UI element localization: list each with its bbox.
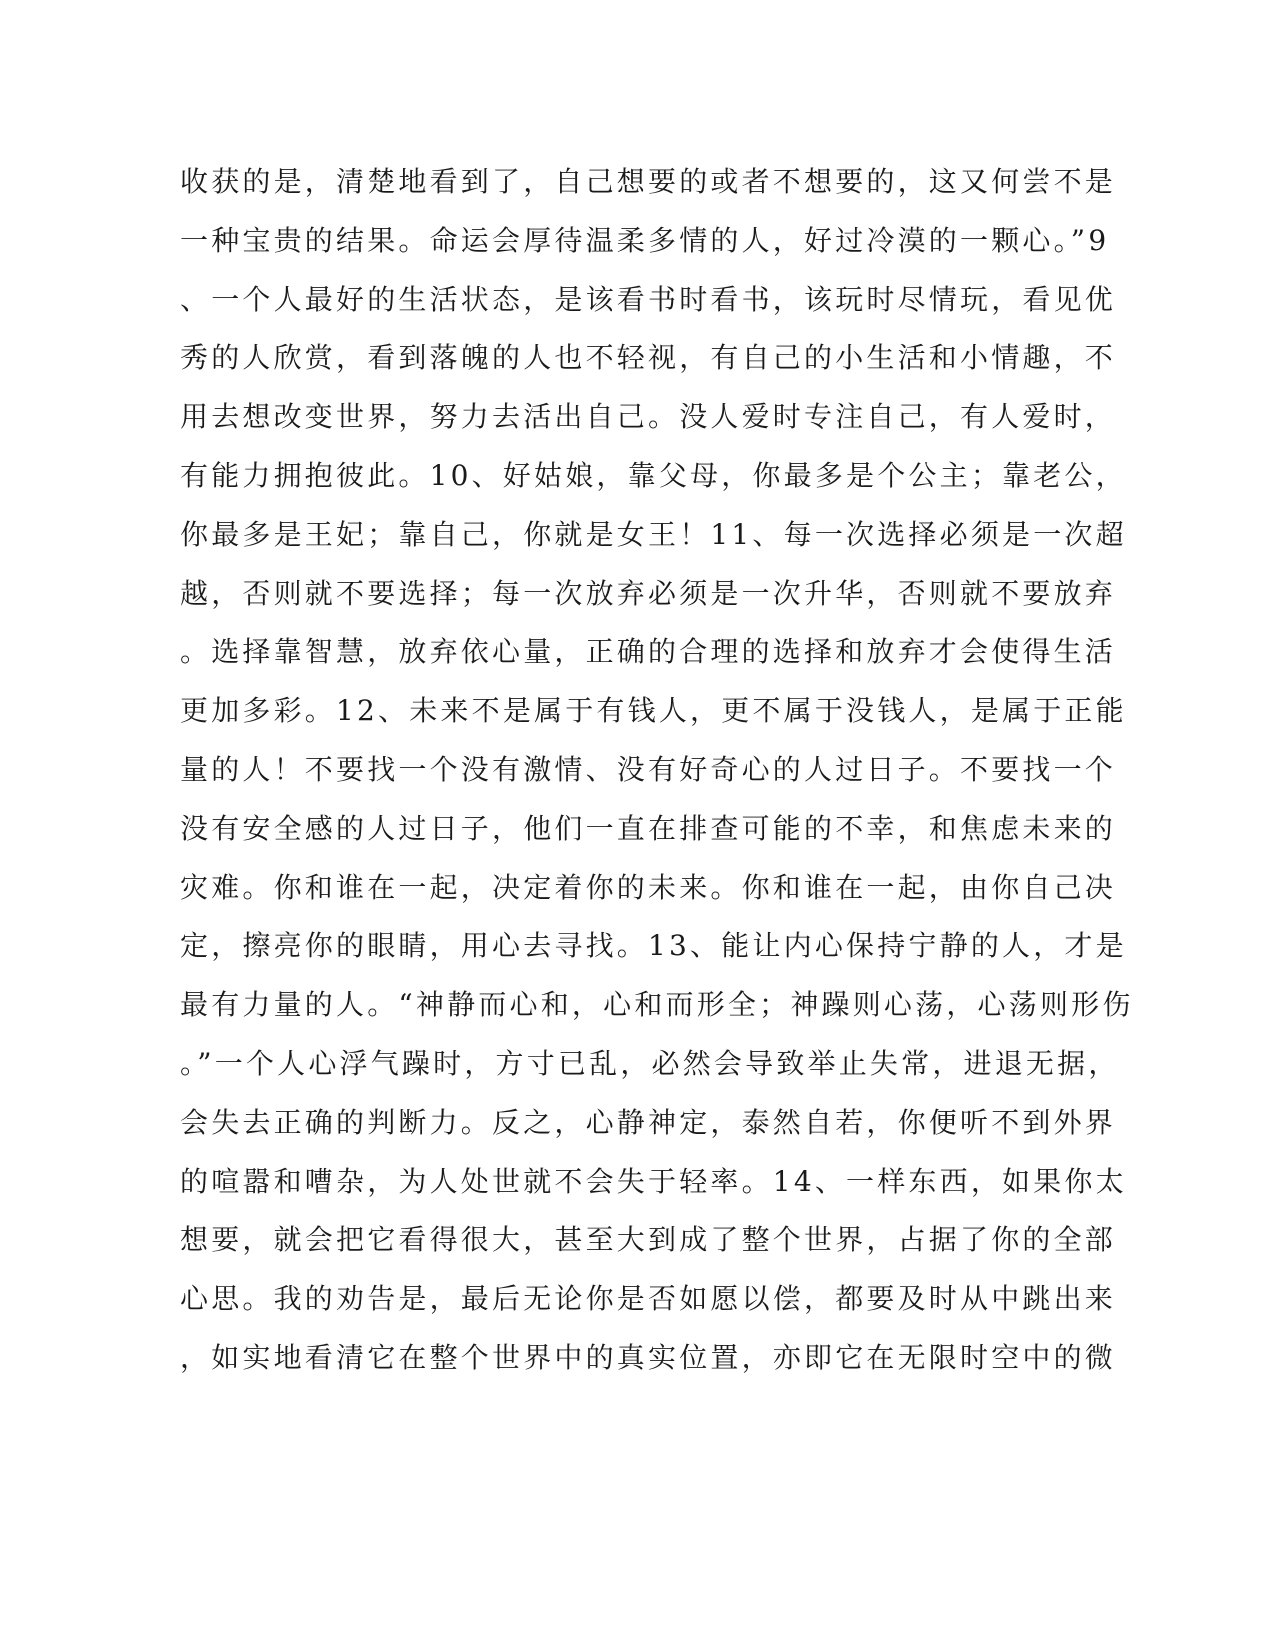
text-line: 最有力量的人。“神静而心和，心和而形全；神躁则心荡，心荡则形伤 <box>180 988 1134 1022</box>
text-line: 用去想改变世界，努力去活出自己。没人爱时专注自己，有人爱时， <box>180 400 1117 434</box>
body-text <box>180 156 1134 1391</box>
text-line: 心思。我的劝告是，最后无论你是否如愿以偿，都要及时从中跳出来 <box>180 1282 1117 1316</box>
text-line: 更加多彩。12、未来不是属于有钱人，更不属于没钱人，是属于正能 <box>180 694 1127 728</box>
text-line: 一种宝贵的结果。命运会厚待温柔多情的人，好过冷漠的一颗心。”9 <box>180 223 1110 257</box>
text-line: 想要，就会把它看得很大，甚至大到成了整个世界，占据了你的全部 <box>180 1223 1117 1257</box>
text-line: 量的人！不要找一个没有激情、没有好奇心的人过日子。不要找一个 <box>180 752 1117 786</box>
text-line: 秀的人欣赏，看到落魄的人也不轻视，有自己的小生活和小情趣，不 <box>180 341 1117 375</box>
text-line: 你最多是王妃；靠自己，你就是女王！11、每一次选择必须是一次超 <box>180 517 1127 551</box>
text-line: 、一个人最好的生活状态，是该看书时看书，该玩时尽情玩，看见优 <box>180 282 1117 316</box>
text-line: 没有安全感的人过日子，他们一直在排查可能的不幸，和焦虑未来的 <box>180 811 1117 845</box>
text-line: 定，擦亮你的眼睛，用心去寻找。13、能让内心保持宁静的人，才是 <box>180 929 1127 963</box>
text-line: 有能力拥抱彼此。10、好姑娘，靠父母，你最多是个公主；靠老公， <box>180 458 1127 492</box>
text-line: 。选择靠智慧，放弃依心量，正确的合理的选择和放弃才会使得生活 <box>180 635 1117 669</box>
text-line: 会失去正确的判断力。反之，心静神定，泰然自若，你便听不到外界 <box>180 1105 1117 1139</box>
text-line: 收获的是，清楚地看到了，自己想要的或者不想要的，这又何尝不是 <box>180 165 1117 198</box>
text-line: 越，否则就不要选择；每一次放弃必须是一次升华，否则就不要放弃 <box>180 576 1117 610</box>
text-line: 的喧嚣和嘈杂，为人处世就不会失于轻率。14、一样东西，如果你太 <box>180 1164 1127 1198</box>
text-line: 灾难。你和谁在一起，决定着你的未来。你和谁在一起，由你自己决 <box>180 870 1117 904</box>
text-line: 。”一个人心浮气躁时，方寸已乱，必然会导致举止失常，进退无据， <box>180 1046 1120 1080</box>
text-line: ，如实地看清它在整个世界中的真实位置，亦即它在无限时空中的微 <box>180 1340 1117 1374</box>
